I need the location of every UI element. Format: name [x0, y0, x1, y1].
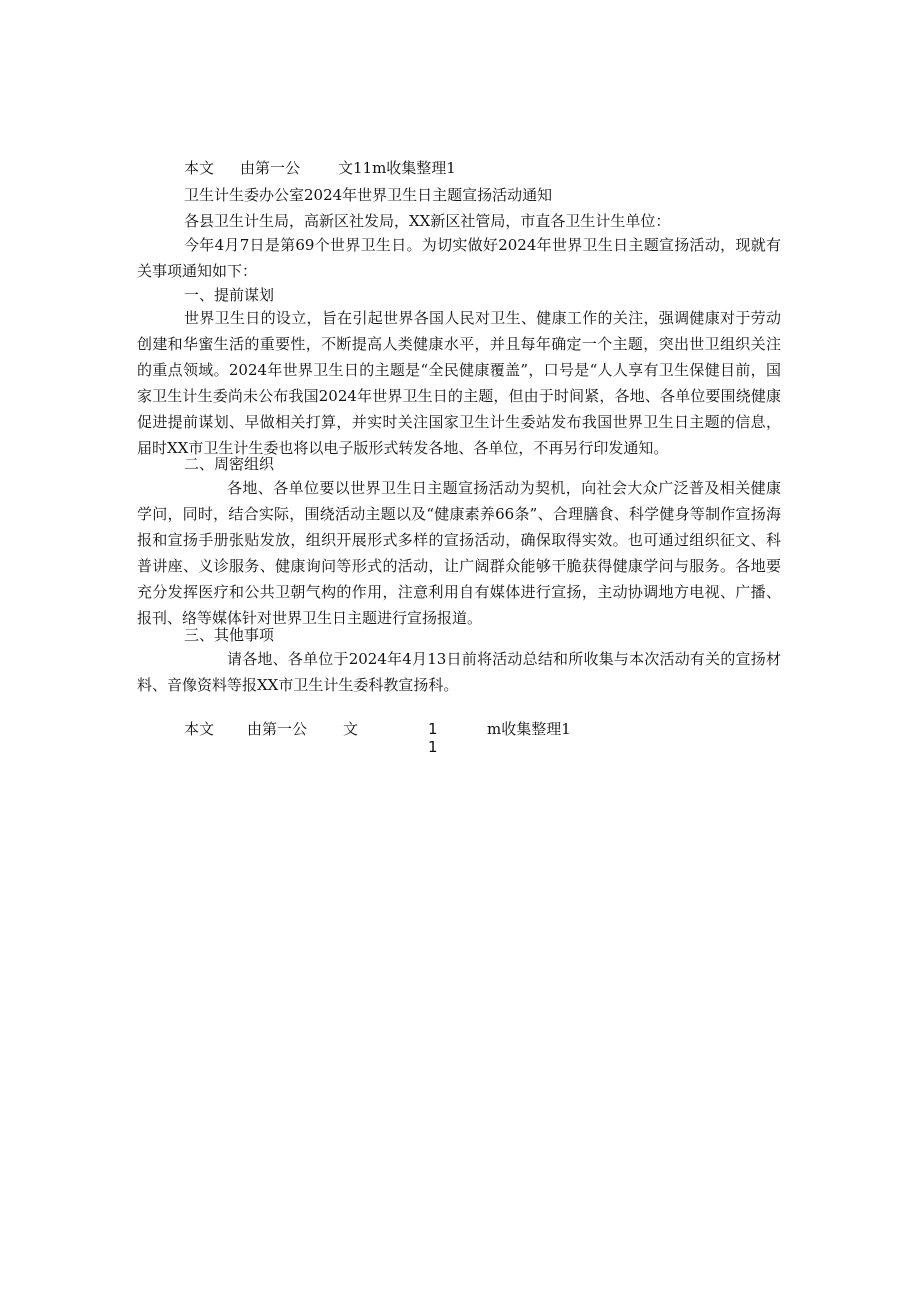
recipients-line: 各县卫生计生局，高新区社发局，XX新区社管局，市直各卫生计生单位： [184, 212, 671, 230]
footer-seg-3: 文 [343, 720, 359, 738]
footer-seg-4: 1 [428, 720, 438, 738]
intro-paragraph: 今年4月7日是第69个世界卫生日。为切实做好2024年世界卫生日主题宣扬活动，现就有关事项通知如下： [137, 236, 781, 280]
section-heading-3: 三、其他事项 [184, 626, 275, 644]
section-body-2: 各地、各单位要以世界卫生日主题宣扬活动为契机，向社会大众广泛普及相关健康学问，同时，结合实际，围绕活动主题以及“健康素养66条”、合理膳食、科学健身等制作宣扬海报和宣扬手册张贴发放，组织开展形式多样的宣扬活动，确保取得实效。也可通过组织征文、科普讲座、义诊服务、健康询问等形式的活动，让广阔群众能够干脆获得健康学问与服务。各地要充分发挥医疗和公共卫朝气构的作用，注意利用自有媒体进行宣扬，主动协调地方电视、广播、报刊、络等媒体针对世界卫生日主题进行宣扬报道。 [137, 479, 781, 627]
section-heading-1: 一、提前谋划 [184, 286, 275, 304]
section-body-1: 世界卫生日的设立，旨在引起世界各国人民对卫生、健康工作的关注，强调健康对于劳动创建和华蜜生活的重要性，不断提高人类健康水平，并且每年确定一个主题，突出世卫组织关注的重点领域。2024年世界卫生日的主题是“全民健康覆盖”，口号是“人人享有卫生保健目前，国家卫生计生委尚未公布我国2024年世界卫生日的主题，但由于时间紧，各地、各单位要围绕健康促进提前谋划、早做相关打算，并实时关注国家卫生计生委站发布我国世界卫生日主题的信息，届时XX市卫生计生委也将以电子版形式转发各地、各单位，不再另行印发通知。 [137, 309, 781, 457]
header-seg-3: 文11m收集整理1 [338, 159, 456, 177]
footer-seg-6: m收集整理1 [487, 720, 571, 738]
section-heading-2: 二、周密组织 [184, 455, 275, 473]
header-seg-2: 由第一公 [240, 159, 301, 177]
footer-seg-1: 本文 [184, 720, 215, 738]
footer-seg-2: 由第一公 [247, 720, 308, 738]
section-body-3: 请各地、各单位于2024年4月13日前将活动总结和所收集与本次活动有关的宣扬材料、音像资料等报XX市卫生计生委科教宣扬科。 [137, 650, 781, 694]
footer-seg-5: 1 [428, 738, 438, 756]
document-title: 卫生计生委办公室2024年世界卫生日主题宣扬活动通知 [184, 186, 553, 204]
header-seg-1: 本文 [184, 159, 215, 177]
